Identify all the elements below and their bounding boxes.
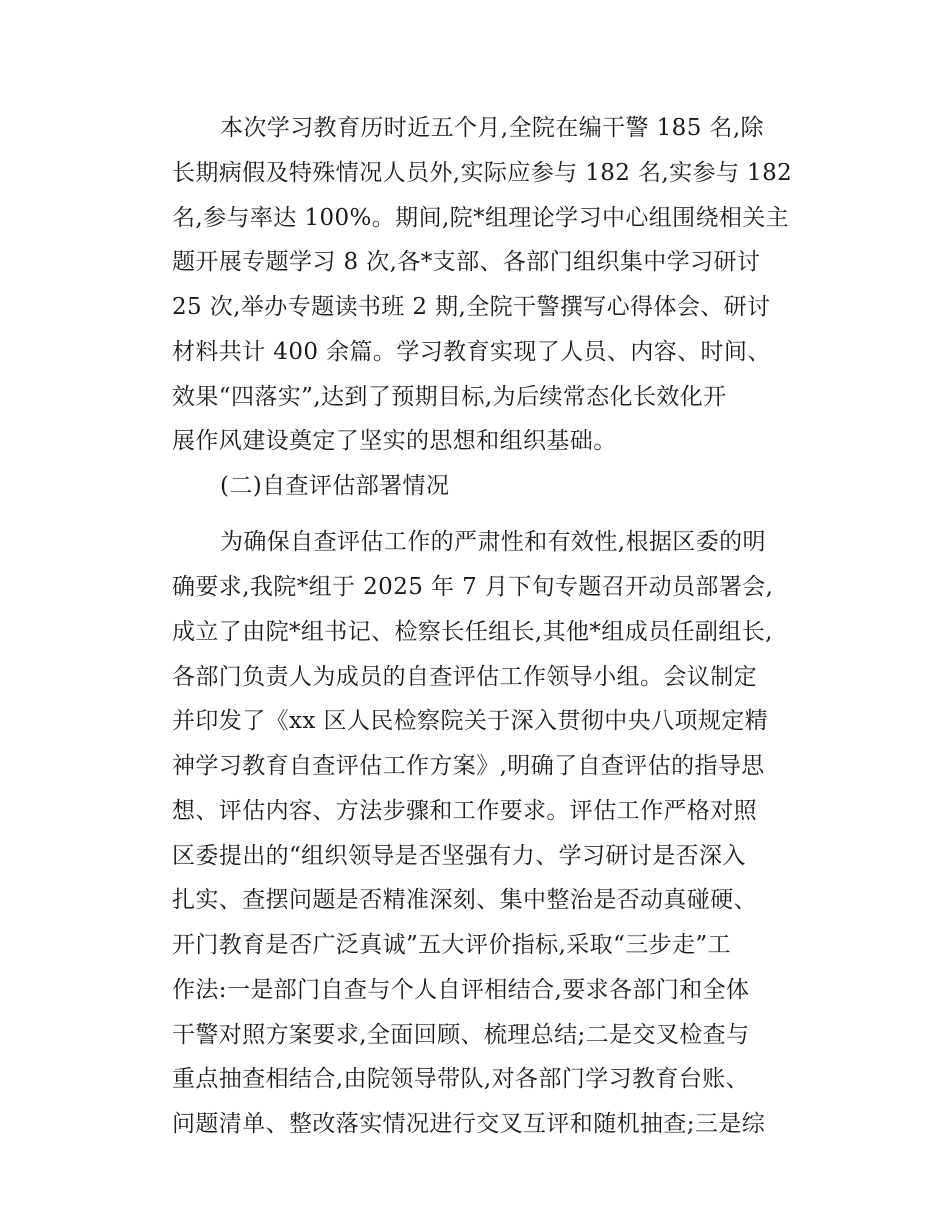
paragraph-1-line-4: 题开展专题学习 8 次,各*支部、各部门组织集中学习研讨 [172, 249, 761, 275]
paragraph-2-line-11: 作法:一是部门自查与个人自评相结合,要求各部门和全体 [172, 977, 750, 1003]
paragraph-1-line-6: 材料共计 400 余篇。学习教育实现了人员、内容、时间、 [172, 339, 771, 365]
paragraph-2-line-2: 确要求,我院*组于 2025 年 7 月下旬专题召开动员部署会, [172, 574, 774, 600]
paragraph-1-line-5: 25 次,举办专题读书班 2 期,全院干警撰写心得体会、研讨 [172, 294, 771, 320]
paragraph-1-line-7: 效果“四落实”,达到了预期目标,为后续常态化长效化开 [172, 384, 727, 410]
paragraph-2-line-14: 问题清单、整改落实情况进行交叉互评和随机抽查;三是综 [172, 1111, 766, 1137]
paragraph-2-line-9: 扎实、查摆问题是否精准深刻、集中整治是否动真碰硬、 [172, 887, 757, 913]
paragraph-2-line-1: 为确保自查评估工作的严肃性和有效性,根据区委的明 [220, 529, 766, 555]
paragraph-2-line-3: 成立了由院*组书记、检察长任组长,其他*组成员任副组长, [172, 619, 773, 645]
section-heading: (二)自查评估部署情况 [220, 473, 450, 499]
paragraph-1-line-8: 展作风建设奠定了坚实的思想和组织基础。 [172, 428, 617, 454]
paragraph-1-line-2: 长期病假及特殊情况人员外,实际应参与 182 名,实参与 182 [172, 160, 793, 186]
paragraph-2-line-4: 各部门负责人为成员的自查评估工作领导小组。会议制定 [172, 664, 757, 690]
paragraph-2-line-7: 想、评估内容、方法步骤和工作要求。评估工作严格对照 [172, 798, 757, 824]
paragraph-2-line-5: 并印发了《xx 区人民检察院关于深入贯彻中央八项规定精 [172, 708, 769, 734]
paragraph-2-line-10: 开门教育是否广泛真诚”五大评价指标,采取“三步走”工 [172, 932, 731, 958]
paragraph-2-line-6: 神学习教育自查评估工作方案》,明确了自查评估的指导思 [172, 753, 765, 779]
paragraph-2-line-12: 干警对照方案要求,全面回顾、梳理总结;二是交叉检查与 [172, 1022, 750, 1048]
paragraph-2-line-13: 重点抽查相结合,由院领导带队,对各部门学习教育台账、 [172, 1066, 750, 1092]
paragraph-2-line-8: 区委提出的“组织领导是否坚强有力、学习研讨是否深入 [172, 843, 746, 869]
paragraph-1-line-1: 本次学习教育历时近五个月,全院在编干警 185 名,除 [220, 115, 764, 141]
paragraph-1-line-3: 名,参与率达 100%。期间,院*组理论学习中心组围绕相关主 [172, 205, 790, 231]
